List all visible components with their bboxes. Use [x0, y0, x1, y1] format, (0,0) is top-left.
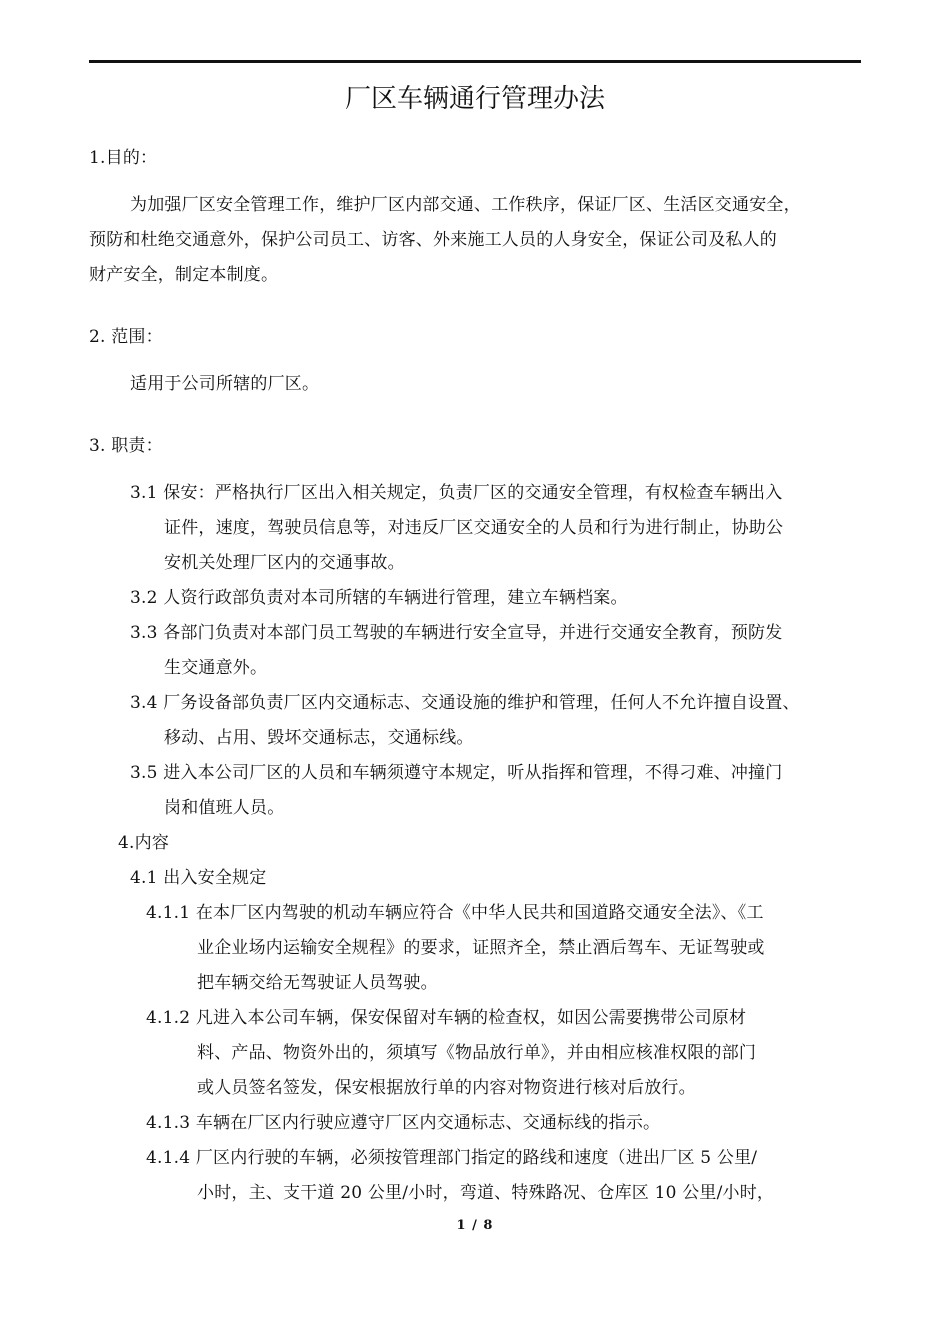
duty-item-line: 3.4 厂务设备部负责厂区内交通标志、交通设施的维护和管理，任何人不允许擅自设置、 — [130, 693, 800, 713]
document-title: 厂区车辆通行管理办法 — [344, 84, 605, 114]
duty-item-line: 3.1 保安：严格执行厂区出入相关规定，负责厂区的交通安全管理，有权检查车辆出入 — [130, 483, 783, 503]
duty-item-line: 岗和值班人员。 — [164, 798, 285, 818]
section-heading-purpose: 1.目的： — [89, 148, 158, 168]
content-item-line: 业企业场内运输安全规程》的要求，证照齐全，禁止酒后驾车、无证驾驶或 — [197, 938, 765, 958]
duty-item-line: 3.3 各部门负责对本部门员工驾驶的车辆进行安全宣导，并进行交通安全教育，预防发 — [130, 623, 783, 643]
duty-item-line: 3.5 进入本公司厂区的人员和车辆须遵守本规定，听从指挥和管理，不得刁难、冲撞门 — [130, 763, 783, 783]
content-subheading: 4.1 出入安全规定 — [130, 868, 267, 888]
purpose-paragraph-line: 财产安全，制定本制度。 — [89, 265, 279, 285]
purpose-paragraph-line: 预防和杜绝交通意外，保护公司员工、访客、外来施工人员的人身安全，保证公司及私人的 — [89, 230, 777, 250]
content-item-line: 4.1.4 厂区内行驶的车辆，必须按管理部门指定的路线和速度（进出厂区 5 公里/ — [146, 1148, 758, 1168]
content-item-line: 小时，主、支干道 20 公里/小时，弯道、特殊路况、仓库区 10 公里/小时， — [197, 1183, 775, 1203]
purpose-paragraph-line: 为加强厂区安全管理工作，维护厂区内部交通、工作秩序，保证厂区、生活区交通安全， — [130, 195, 801, 215]
page-number: 1 / 8 — [456, 1218, 494, 1233]
content-item-line: 4.1.1 在本厂区内驾驶的机动车辆应符合《中华人民共和国道路交通安全法》、《工 — [146, 903, 764, 923]
section-heading-content: 4.内容 — [118, 833, 170, 853]
content-item-line: 料、产品、物资外出的，须填写《物品放行单》，并由相应核准权限的部门 — [197, 1043, 757, 1063]
content-item-line: 4.1.2 凡进入本公司车辆，保安保留对车辆的检查权，如因公需要携带公司原材 — [146, 1008, 747, 1028]
scope-paragraph-line: 适用于公司所辖的厂区。 — [130, 374, 320, 394]
duty-item-line: 生交通意外。 — [164, 658, 268, 678]
duty-item-line: 移动、占用、毁坏交通标志，交通标线。 — [164, 728, 474, 748]
content-item-line: 把车辆交给无驾驶证人员驾驶。 — [197, 973, 438, 993]
duty-item-line: 3.2 人资行政部负责对本司所辖的车辆进行管理，建立车辆档案。 — [130, 588, 628, 608]
duty-item-line: 安机关处理厂区内的交通事故。 — [164, 553, 405, 573]
content-item-line: 或人员签名签发，保安根据放行单的内容对物资进行核对后放行。 — [197, 1078, 696, 1098]
content-item-line: 4.1.3 车辆在厂区内行驶应遵守厂区内交通标志、交通标线的指示。 — [146, 1113, 661, 1133]
section-heading-scope: 2. 范围： — [89, 327, 163, 347]
section-heading-duties: 3. 职责： — [89, 436, 163, 456]
header-rule — [89, 60, 861, 63]
duty-item-line: 证件，速度，驾驶员信息等，对违反厂区交通安全的人员和行为进行制止，协助公 — [164, 518, 784, 538]
